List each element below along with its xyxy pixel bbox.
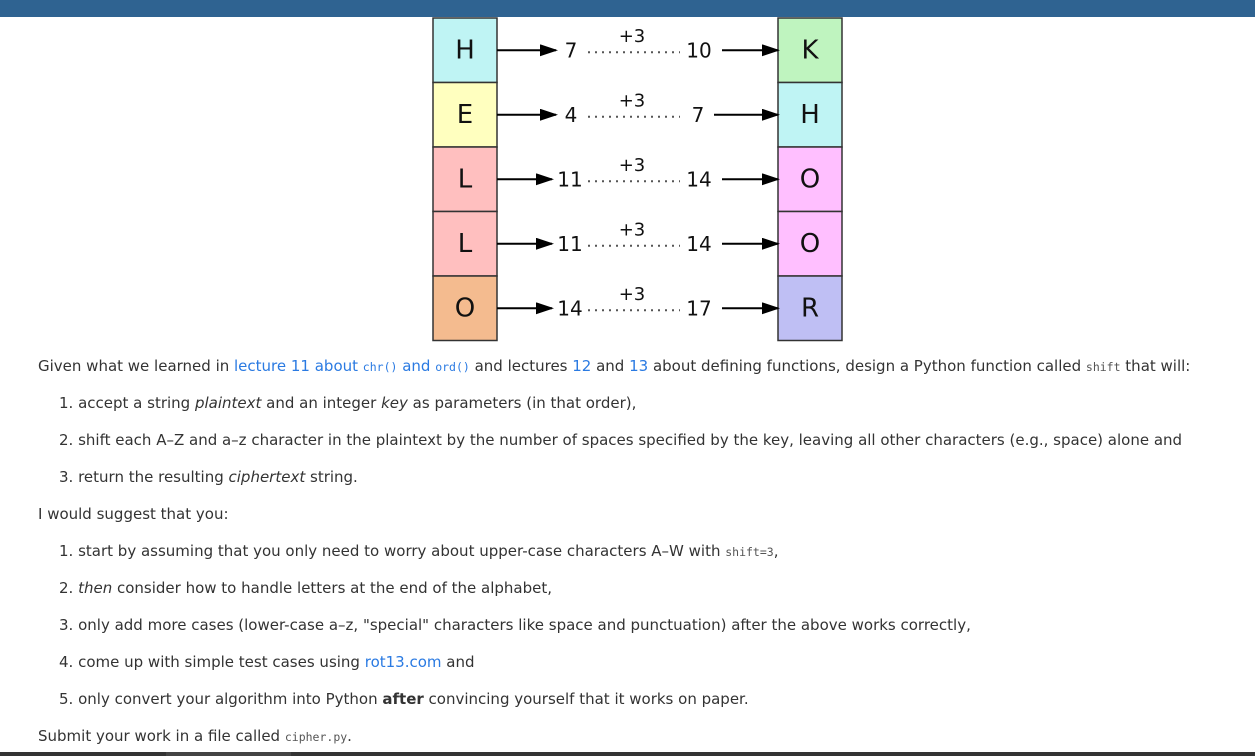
ciphertext-letter: O bbox=[799, 164, 821, 195]
plaintext-letter: O bbox=[454, 293, 476, 324]
shift-label: +3 bbox=[618, 154, 646, 176]
scroll-indicator bbox=[166, 752, 291, 756]
ciphertext-letter: H bbox=[800, 99, 820, 130]
requirement-item: 2. shift each A–Z and a–z character in the plaintext by the number of spaces specified by the key, leaving all other characters (e.g., space) alone and bbox=[59, 431, 1183, 449]
requirement-item: 3. return the resulting ciphertext string. bbox=[59, 468, 358, 486]
ciphertext-code: 10 bbox=[686, 38, 712, 63]
suggestion-item: 5. only convert your algorithm into Python after convincing yourself that it works on paper. bbox=[59, 690, 749, 708]
bottom-bar bbox=[0, 752, 1255, 756]
plaintext-code: 14 bbox=[557, 296, 583, 321]
lecture-11-link[interactable]: lecture 11 about chr() and ord() bbox=[234, 357, 470, 375]
plaintext-letter: E bbox=[456, 99, 474, 130]
shift-label: +3 bbox=[618, 90, 646, 112]
suggestion-item: 3. only add more cases (lower-case a–z, "special" characters like space and punctuation) after the above works correctly, bbox=[59, 616, 971, 634]
shift-label: +3 bbox=[618, 25, 646, 47]
ciphertext-code: 14 bbox=[686, 167, 712, 192]
suggestion-item: 1. start by assuming that you only need to worry about upper-case characters A–W with shift=3, bbox=[59, 542, 779, 560]
ciphertext-code: 17 bbox=[686, 296, 712, 321]
lecture-13-link[interactable]: 13 bbox=[629, 357, 649, 375]
cipher-filename: cipher.py bbox=[284, 730, 348, 744]
ciphertext-letter: K bbox=[801, 35, 819, 66]
plaintext-letter: H bbox=[455, 35, 475, 66]
requirement-item: 1. accept a string plaintext and an integer key as parameters (in that order), bbox=[59, 394, 637, 412]
shift-label: +3 bbox=[618, 219, 646, 241]
plaintext-code: 11 bbox=[557, 167, 583, 192]
submit-paragraph: Submit your work in a file called cipher.py. bbox=[38, 727, 352, 745]
lecture-12-link[interactable]: 12 bbox=[572, 357, 592, 375]
rot13-link[interactable]: rot13.com bbox=[364, 653, 442, 671]
shift-code: shift bbox=[1085, 360, 1121, 374]
ciphertext-code: 14 bbox=[686, 231, 712, 256]
plaintext-code: 11 bbox=[557, 231, 583, 256]
suggestion-item: 4. come up with simple test cases using rot13.com and bbox=[59, 653, 475, 671]
ciphertext-letter: O bbox=[799, 228, 821, 259]
suggestion-item: 2. then consider how to handle letters at the end of the alphabet, bbox=[59, 579, 553, 597]
ciphertext-code: 7 bbox=[691, 102, 705, 127]
plaintext-code: 7 bbox=[564, 38, 578, 63]
plaintext-letter: L bbox=[457, 164, 473, 195]
suggest-heading: I would suggest that you: bbox=[38, 505, 229, 523]
intro-text: Given what we learned in bbox=[38, 357, 235, 375]
intro-paragraph: Given what we learned in lecture 11 about chr() and ord() and lectures 12 and 13 about defining functions, design a Python function called shift that will: bbox=[38, 357, 1191, 375]
plaintext-letter: L bbox=[457, 228, 473, 259]
plaintext-code: 4 bbox=[564, 102, 578, 127]
shift-label: +3 bbox=[618, 283, 646, 305]
ciphertext-letter: R bbox=[800, 293, 820, 324]
